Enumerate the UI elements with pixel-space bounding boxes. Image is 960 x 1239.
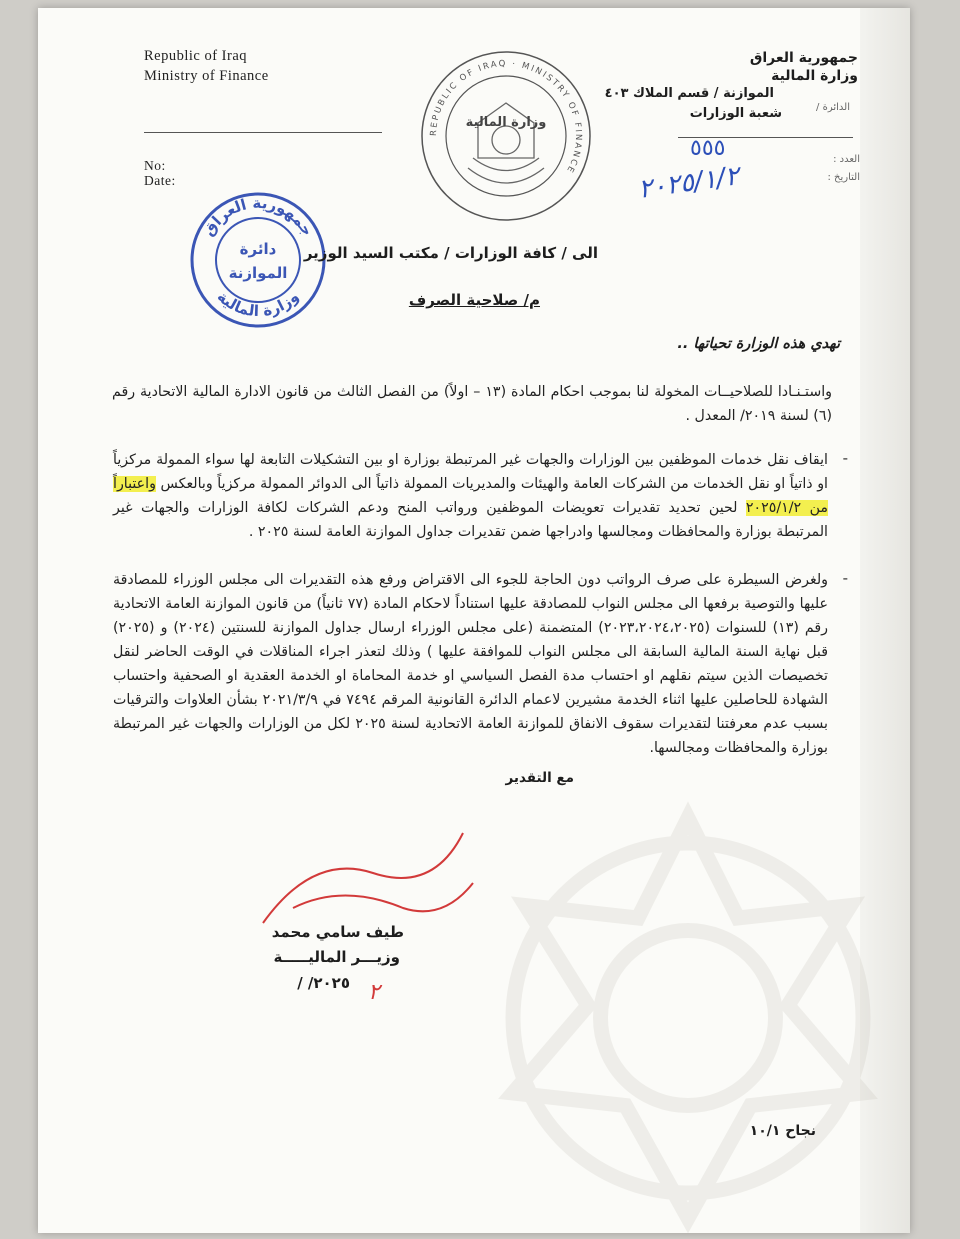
recipient-line: الى / كافة الوزارات / مكتب السيد الوزير [303,244,598,262]
ministry-seal-icon [418,48,594,224]
stamp-inner-line2: الموازنة [228,264,288,282]
letterhead-ar-dept-label: الدائرة / [816,102,850,113]
bullet-1: - [842,448,848,467]
svg-text:وزارة المالية [214,288,303,321]
footer-typist-mark: نجاح ١٠/١ [749,1123,816,1139]
document-page [38,8,910,1233]
stamp-outer-top-text: جمهورية العراق [199,193,317,240]
bullet-2: - [842,568,848,587]
handwritten-red-mark: ٢ [368,980,380,1005]
signatory-name: طيف سامي محمد [271,923,404,941]
handwritten-date: ٢٠٢٥/١/٢ [636,161,741,205]
letterhead-ar-department: الموازنة / قسم الملاك ٤٠٣ [604,86,774,101]
greeting-line: تهدي هذه الوزارة تحياتها .. [677,336,840,352]
ornament-watermark-icon [438,768,910,1233]
intro-paragraph: واستـنـادا للصلاحيــات المخولة لنا بموجب احكام المادة (١٣ – اولاً) من الفصل الثالث من قانون الادارة المالية الاتحادية رقم (٦) لسنة ٢٠١٩/ المعدل . [112,384,832,424]
letterhead-ar-section: شعبة الوزارات [689,106,782,121]
letterhead-en-country: Republic of Iraq [144,48,248,64]
seal-inner-text: وزارة المالية [465,115,547,130]
letterhead-ar-no-label: العدد : [833,154,860,165]
letterhead-ar-ministry: وزارة المالية [771,68,858,84]
subject-line: م/ صلاحية الصرف [408,291,540,309]
stamp-inner-line1: دائرة [239,240,277,258]
handwritten-reference-number: ٥٥٥ [690,136,726,161]
seal-ring-text: REPUBLIC OF IRAQ · MINISTRY OF FINANCE [428,58,584,176]
paragraph-2: ولغرض السيطرة على صرف الرواتب دون الحاجة للجوء الى الاقتراض ورفع هذه التقديرات الى مجلس الوزراء للمصادقة عليها والتوصية برفعها الى مجلس النواب للمصادقة عليها استناداً لاحكام المادة (٧٧ ثانياً) من قانون الموازنة العامة الاتحادية رقم (١٣) للسنوات (٢٠٢٣،٢٠٢٤،٢٠٢٥) المتضمنة (على مجلس الوزراء ارسال جداول الموازنة للسنتين (٢٠٢٤) و (٢٠٢٥) قبل نهاية السنة المالية السابقة الى مجلس النواب للموافقة عليها ) وذلك لتعذر اجراء المناقلات في الوقت الحاضر لنقل تخصيصات الذين سيتم نقلهم او احتساب مدة الفصل السياسي او خدمة المحاماة او الخدمة العقدية او الصحفية واحتساب الشهادة للحاصلين عليها اثناء الخدمة مشيرين لاعمام الدائرة القانونية المرقم ٧٤٩٤ في ٢٠٢١/٣/٩ بشأن العلاوات والترقيات بسبب عدم معرفتنا لتقديرات سقوف الانفاق للموازنة العامة الاتحادية لسنة ٢٠٢٥ لكل من الوزارات والجهات غير المرتبطة بوزارة والمحافظات ومجالسها. [113,572,829,756]
highlighted-effective-date: واعتباراً من ٢٠٢٥/١/٢ [113,476,828,516]
svg-text:جمهورية العراق [199,194,317,239]
paragraph-1-part-b: لحين تحديد تقديرات تعويضات الموظفين ورواتب المنح ودعم الشركات لكافة الوزارات والجهات غير المرتبطة بوزارة والمحافظات ومجالسها وادراجها ضمن تقديرات جداول الموازنة العامة لسنة ٢٠٢٥ . [113,500,828,540]
letterhead-en-no-label: No: [144,158,166,173]
closing-line: مع التقدير [505,770,574,786]
paragraph-1-part-a: ايقاف نقل خدمات الموظفين بين الوزارات والجهات غير المرتبطة بوزارة او بين التشكيلات التابعة لها سواء الممولة مركزياً او ذاتياً او نقل الخدمات من الشركات العامة والهيئات والمديريات الممولة ذاتياً الى الدوائر الممولة مركزياً وبالعكس [113,452,828,492]
paragraph-1 [113,448,828,544]
signatory-title: وزيـــر الماليـــــة [273,948,400,966]
letterhead-en-ministry: Ministry of Finance [144,68,269,84]
signature-scribble-icon [253,813,483,933]
letterhead-en-date-label: Date: [144,173,176,188]
letterhead-ar-date-label: التاريخ : [827,172,860,183]
letterhead-en-rule [144,132,382,133]
stamp-outer-bottom-text: وزارة المالية [213,287,303,321]
signature-date: ٢٠٢٥/ / [297,974,350,992]
letterhead-ar-country: جمهورية العراق [749,50,858,66]
